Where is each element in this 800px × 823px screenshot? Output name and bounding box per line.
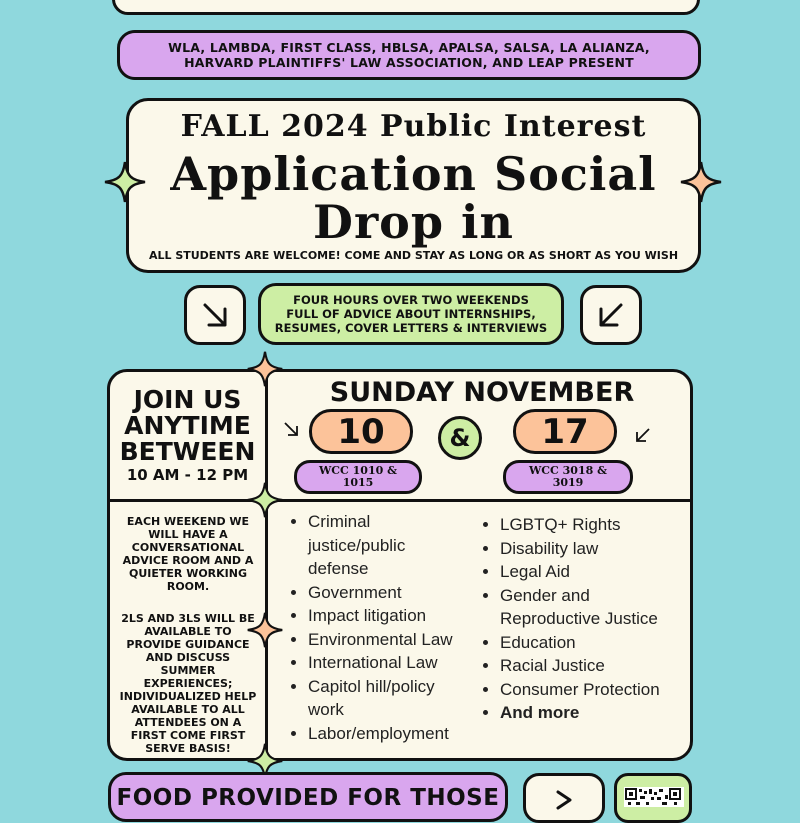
room1-line-2: 1015 [342,476,374,489]
list-item: • Racial Justice [500,654,685,678]
title-line-1: FALL 2024 Public Interest [180,109,647,144]
banner-line-2: FULL OF ADVICE ABOUT INTERNSHIPS, [286,307,536,321]
sparkle-star-icon [246,481,284,519]
arrow-down-left-icon [634,426,652,444]
advice-banner [258,283,564,345]
list-item-bold: • And more [500,701,685,725]
sparkle-star-icon [246,350,284,388]
title-line-2: Application Social [170,147,657,201]
arrow-button-right[interactable] [580,285,642,345]
qr-code-icon [624,787,684,807]
join-us-block [110,376,265,496]
card-divider-vertical [265,372,268,761]
food-banner [108,772,508,822]
date-pill-17: 17 [513,409,617,454]
sparkle-star-icon [246,611,284,649]
banner-line-1: FOUR HOURS OVER TWO WEEKENDS [293,293,529,307]
dates-heading: SUNDAY NOVEMBER [329,376,635,408]
arrow-button-left[interactable] [184,285,246,345]
card-divider-horizontal [110,499,693,502]
arrow-down-right-icon [200,300,230,330]
list-item: • Impact litigation [308,604,470,628]
room2-line-2: 3019 [552,476,584,489]
join-line-3: BETWEEN [119,437,256,466]
list-item: • Disability law [500,537,685,561]
event-card [107,369,693,761]
list-item: • LGBTQ+ Rights [500,513,685,537]
food-text: FOOD PROVIDED FOR THOSE [116,785,500,811]
qr-box[interactable] [614,773,692,823]
ampersand-badge: & [438,416,482,460]
sparkle-star-icon [103,160,147,204]
footer-arrow-button[interactable] [523,773,605,823]
sparkle-star-icon [679,160,723,204]
date-pill-10: 10 [309,409,413,454]
top-header-box [112,0,700,15]
title-line-3: Drop in [313,195,514,249]
list-item: • Gender and Reproductive Justice [500,584,685,631]
arrow-down-right-icon [282,420,300,438]
list-item: • Labor/employment [308,722,470,746]
room-pill-1 [294,460,422,494]
room2-line-1: WCC 3018 & [528,464,608,477]
room-pill-2 [503,460,633,494]
title-box [126,98,701,273]
presenters-banner [117,30,701,80]
banner-line-3: RESUMES, COVER LETTERS & INTERVIEWS [274,321,548,335]
welcome-text: ALL STUDENTS ARE WELCOME! COME AND STAY AS LONG OR AS SHORT AS YOU WISH [148,249,679,262]
list-item: • Capitol hill/policy work [308,675,470,722]
list-item: • Criminal justice/public defense [308,510,470,581]
join-time: 10 AM - 12 PM [126,466,249,484]
arrow-down-left-icon [596,300,626,330]
list-item: • Consumer Protection [500,678,685,702]
join-line-2: ANYTIME [124,411,251,440]
arrow-right-icon [552,788,576,812]
topics-list-right [480,513,685,725]
list-item: • Legal Aid [500,560,685,584]
join-line-1: JOIN US [133,385,242,414]
list-item: • Environmental Law [308,628,470,652]
list-item: • Government [308,581,470,605]
info-paragraph-2: 2LS AND 3LS WILL BE AVAILABLE TO PROVIDE GUIDANCE AND DISCUSS SUMMER EXPERIENCES; INDIVIDUALIZED HELP AVAILABLE TO ALL ATTENDEES ON A FIRST COME FIRST SERVE BASIS! [119,612,257,755]
topics-list-left [288,510,470,745]
info-paragraph-1: EACH WEEKEND WE WILL HAVE A CONVERSATIONAL ADVICE ROOM AND A QUIETER WORKING ROOM. [122,515,254,593]
list-item: • International Law [308,651,470,675]
list-item: • Education [500,631,685,655]
room1-line-1: WCC 1010 & [318,464,398,477]
presenters-line-1: WLA, LAMBDA, FIRST CLASS, HBLSA, APALSA, SALSA, LA ALIANZA, [168,40,650,55]
presenters-line-2: HARVARD PLAINTIFFS' LAW ASSOCIATION, AND LEAP PRESENT [184,55,634,70]
